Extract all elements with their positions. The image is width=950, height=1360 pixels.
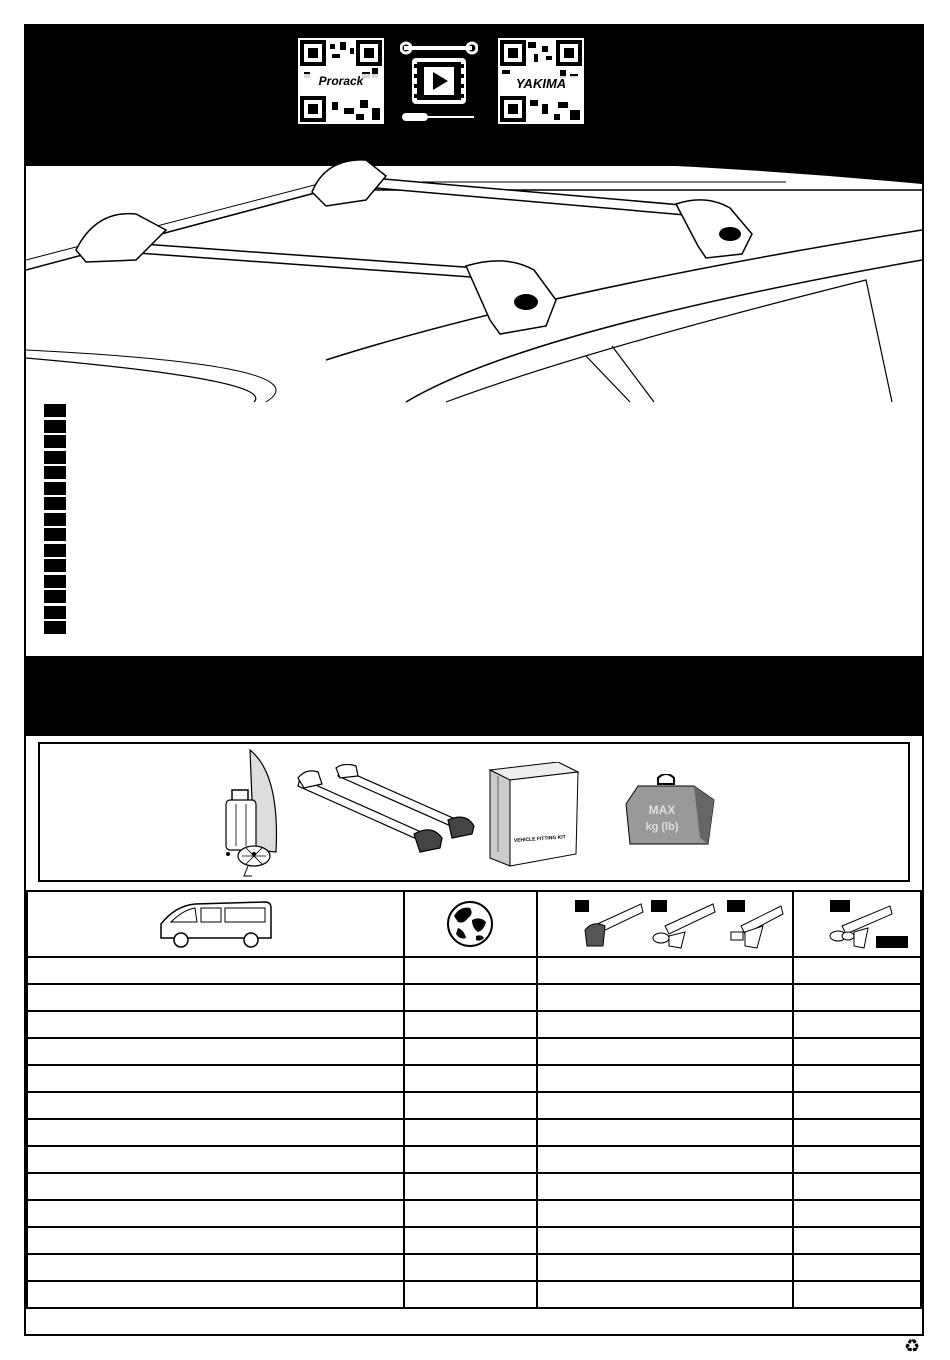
language-marker [44, 404, 66, 417]
table-row [27, 984, 921, 1011]
table-cell [404, 1146, 538, 1173]
table-cell [27, 957, 404, 984]
table-cell [793, 1254, 921, 1281]
table-cell [537, 984, 793, 1011]
table-cell [27, 984, 404, 1011]
globe-icon [444, 898, 496, 950]
table-row [27, 1038, 921, 1065]
qr-code-prorack[interactable] [298, 38, 384, 124]
qr-caption-yakima: YAKIMA [498, 76, 584, 91]
luggage-gear-icon [218, 744, 298, 880]
language-marker [44, 606, 66, 619]
bar-profile-alt-icon [802, 896, 912, 952]
language-marker [44, 590, 66, 603]
table-cell [793, 1281, 921, 1308]
table-cell [793, 1038, 921, 1065]
title-band [26, 656, 922, 736]
language-marker [44, 544, 66, 557]
bar-profiles-icon [545, 896, 785, 952]
car-roof-bars-illustration [26, 150, 922, 405]
video-tutorial[interactable] [400, 40, 478, 124]
table-cell [27, 1281, 404, 1308]
table-cell [404, 984, 538, 1011]
language-marker [44, 621, 66, 634]
table-cell [537, 1146, 793, 1173]
region-column-header [404, 891, 538, 957]
table-cell [793, 1119, 921, 1146]
table-cell [27, 1254, 404, 1281]
table-cell [404, 1065, 538, 1092]
table-header-row [27, 891, 921, 957]
table-cell [404, 1038, 538, 1065]
table-row [27, 1254, 921, 1281]
alt-bar-type-column-header [793, 891, 921, 957]
language-marker [44, 575, 66, 588]
table-row [27, 1146, 921, 1173]
table-cell [793, 1065, 921, 1092]
table-cell [27, 1200, 404, 1227]
table-cell [537, 1065, 793, 1092]
table-cell [27, 1011, 404, 1038]
table-cell [537, 1254, 793, 1281]
table-cell [27, 1119, 404, 1146]
table-cell [404, 1173, 538, 1200]
max-load-unit-label: kg (lb) [645, 821, 679, 833]
table-row [27, 1281, 921, 1308]
table-cell [404, 957, 538, 984]
table-row [27, 957, 921, 984]
table-cell [404, 1254, 538, 1281]
language-marker [44, 482, 66, 495]
table-row [27, 1173, 921, 1200]
table-row [27, 1092, 921, 1119]
table-cell [793, 1227, 921, 1254]
table-cell [404, 1011, 538, 1038]
language-marker [44, 420, 66, 433]
table-cell [793, 957, 921, 984]
table-cell [793, 1173, 921, 1200]
language-marker [44, 466, 66, 479]
table-cell [537, 1281, 793, 1308]
table-cell [404, 1092, 538, 1119]
recycle-icon: ♻ [904, 1336, 921, 1356]
table-cell [27, 1065, 404, 1092]
language-marker [44, 559, 66, 572]
max-load-label: MAX [648, 803, 676, 817]
table-cell [27, 1173, 404, 1200]
table-cell [404, 1200, 538, 1227]
table-row [27, 1065, 921, 1092]
table-cell [793, 1146, 921, 1173]
table-cell [404, 1119, 538, 1146]
table-cell [793, 984, 921, 1011]
language-marker [44, 528, 66, 541]
video-play-icon [412, 58, 466, 104]
table-row [27, 1119, 921, 1146]
table-row [27, 1011, 921, 1038]
table-cell [537, 1011, 793, 1038]
wrench-icon [401, 43, 477, 53]
table-cell [793, 1200, 921, 1227]
language-marker [44, 435, 66, 448]
qr-caption-prorack: Prorack [298, 74, 384, 88]
language-marker [44, 513, 66, 526]
table-cell [27, 1227, 404, 1254]
fitting-kit-box-icon [488, 762, 580, 868]
van-icon [155, 898, 275, 950]
fitting-kit-box-label: VEHICLE FITTING KIT [513, 834, 566, 844]
table-cell [793, 1092, 921, 1119]
table-cell [537, 1092, 793, 1119]
table-cell [537, 1038, 793, 1065]
table-cell [537, 1119, 793, 1146]
table-cell [793, 1011, 921, 1038]
table-cell [27, 1038, 404, 1065]
contents-panel [38, 742, 910, 882]
table-cell [537, 1173, 793, 1200]
table-cell [404, 1227, 538, 1254]
roof-bars-icon [296, 764, 476, 856]
table-row [27, 1200, 921, 1227]
table-cell [537, 957, 793, 984]
language-marker-list [44, 404, 66, 637]
qr-code-yakima[interactable] [498, 38, 584, 124]
table-cell [537, 1227, 793, 1254]
max-load-weight-icon [624, 774, 718, 846]
language-marker [44, 497, 66, 510]
table-row [27, 1227, 921, 1254]
language-marker [44, 451, 66, 464]
table-cell [537, 1200, 793, 1227]
vehicle-column-header [27, 891, 404, 957]
bar-type-column-header [537, 891, 793, 957]
table-cell [404, 1281, 538, 1308]
screwdriver-icon [402, 113, 474, 121]
table-cell [27, 1146, 404, 1173]
vehicle-fit-table [26, 890, 922, 1309]
table-cell [27, 1092, 404, 1119]
